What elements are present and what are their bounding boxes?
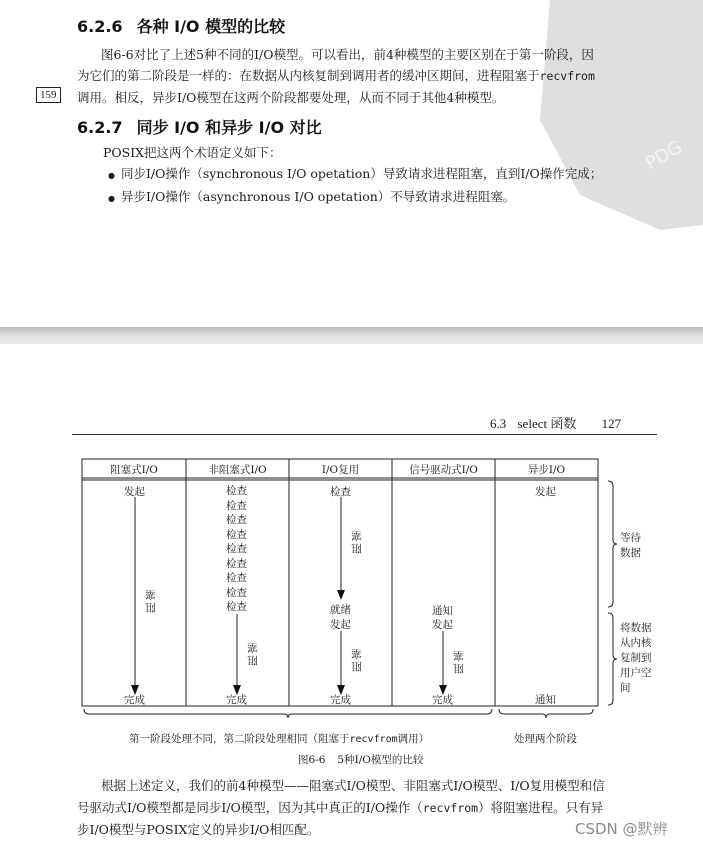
para3-line2-text: ）将阻塞进程。只有异 [478,800,604,815]
label-notify: 通知 [535,694,556,706]
code-recvfrom: recvfrom [349,734,398,745]
bullet-dot-icon: ● [108,194,115,203]
bullet-dot-icon: ● [108,171,115,180]
caption-number: 图6-6 [298,754,326,766]
section-title: 各种 I/O 模型的比较 [136,17,286,36]
para3-line2-text: 号驱动式I/O模型都是同步I/O模型，因为其中真正的I/O操作（ [77,800,423,815]
stamp-text: PDG [642,136,686,175]
label-check: 检查 [226,528,247,541]
label-check: 检查 [330,486,351,498]
label-complete: 完成 [124,694,145,706]
label-start: 发起 [124,486,145,498]
running-head-section: 6.3 [490,416,507,431]
note-text: 第一阶段处理不同，第二阶段处理相同（阻塞于 [129,733,350,745]
para2-intro: POSIX把这两个术语定义如下： [103,145,282,160]
label-notify: 通知 [432,605,453,617]
label-ready: 就绪 [330,604,351,616]
code-recvfrom: recvfrom [422,801,479,815]
brace-wait-data [608,481,617,607]
brace-async [499,709,593,718]
para3-line1: 根据上述定义，我们的前4种模型——阻塞式I/O模型、非阻塞式I/O模型、I/O复用模型和信 [101,778,605,793]
label-check: 检查 [226,485,247,497]
label-blocked: 阻塞 [351,647,363,672]
label-check: 检查 [226,557,247,570]
section-number: 6.2.6 [77,17,123,36]
arrowhead [337,590,345,600]
label-check: 检查 [226,601,247,613]
phase-line: 复制到 [620,652,652,664]
phase-line: 从内核 [620,637,652,649]
label-check: 检查 [226,499,247,512]
bullet-text: 异步I/O操作（asynchronous I/O opetation）不导致请求进程阻塞。 [120,189,516,204]
running-head-page-number: 127 [601,416,622,431]
paragraph-3 [77,775,605,841]
check-list [226,484,247,615]
csdn-watermark: CSDN @默辨 [575,820,668,838]
phase-copy-data-label [620,621,652,696]
phase-line: 数据 [620,547,641,559]
brace-first-four [84,709,492,718]
async-phase-note: 处理两个阶段 [514,733,577,745]
section-number: 6.2.7 [77,118,123,137]
para1-line1: 图6-6对比了上述5种不同的I/O模型。可以看出，前4种模型的主要区别在于第一阶段，因 [101,47,594,62]
label-complete: 完成 [330,694,351,706]
para3-line2 [77,797,605,819]
figure-caption [298,752,423,767]
running-head-title: select 函数 [517,416,577,431]
phase-line: 用户空 [620,667,652,679]
para3-line3: 步I/O模型与POSIX定义的异步I/O相匹配。 [77,822,320,837]
para1-line3: 调用。相反，异步I/O模型在这两个阶段都要处理，从而不同于其他4种模型。 [77,90,505,105]
label-check: 检查 [226,514,247,526]
col-header-async: 异步I/O [527,464,566,476]
phase-line: 等待 [620,532,641,544]
section-title: 同步 I/O 和异步 I/O 对比 [136,118,322,137]
col-header-nonblocking: 非阻塞式I/O [208,464,267,476]
label-check: 检查 [226,586,247,599]
col-header-signal-driven: 信号驱动式I/O [409,464,478,476]
label-start: 发起 [535,486,556,498]
label-blocked: 阻塞 [247,641,259,666]
phase-wait-data-label [620,531,641,561]
label-blocked: 阻塞 [453,649,465,674]
first-phase-note [129,731,429,746]
phase-line: 将数据 [620,622,652,634]
code-recvfrom: recvfrom [539,69,595,83]
label-check: 检查 [226,572,247,584]
brace-copy-data [608,613,617,705]
bullet-text: 同步I/O操作（synchronous I/O opetation）导致请求进程阻塞，直到I/O操作完成； [120,166,603,181]
phase-line: 间 [620,682,631,694]
col-header-io-multiplexing: I/O复用 [321,464,360,476]
margin-page-number: 159 [36,87,61,103]
label-start: 发起 [432,619,453,631]
label-blocked: 阻塞 [145,588,157,613]
note-text: 调用） [397,733,430,745]
label-complete: 完成 [226,694,247,706]
label-blocked: 阻塞 [351,529,363,554]
label-complete: 完成 [432,694,453,706]
para1-line2-text: 为它们的第二阶段是一样的：在数据从内核复制到调用者的缓冲区期间，进程阻塞于 [77,68,540,83]
caption-text: 5种I/O模型的比较 [337,754,424,766]
label-start: 发起 [330,619,351,631]
col-header-blocking: 阻塞式I/O [110,464,158,476]
label-check: 检查 [226,543,247,555]
